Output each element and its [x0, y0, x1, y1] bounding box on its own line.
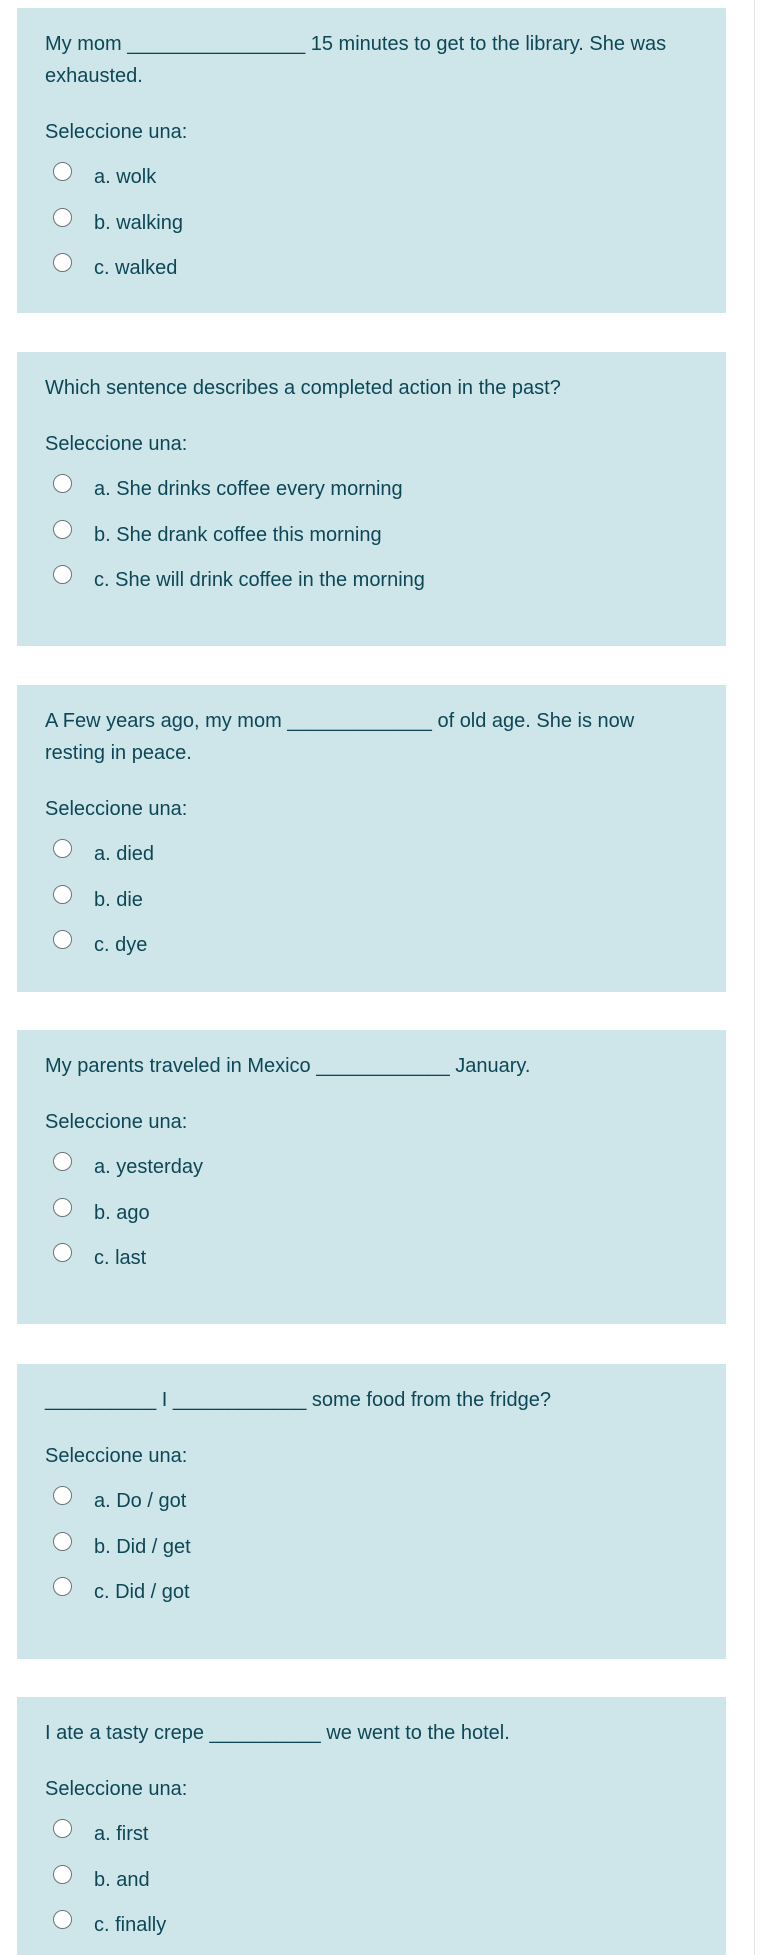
answer-option[interactable]	[45, 1901, 698, 1947]
select-one-prompt: Seleccione una:	[45, 1111, 188, 1133]
radio-button[interactable]	[53, 253, 72, 272]
question-text: Which sentence describes a completed action in the past?	[45, 377, 561, 399]
answer-label[interactable]: a. She drinks coffee every morning	[94, 478, 403, 501]
radio-button[interactable]	[53, 1198, 72, 1217]
question-card	[17, 685, 726, 992]
answer-option[interactable]	[45, 1189, 698, 1235]
answer-label[interactable]: b. walking	[94, 211, 183, 234]
answer-option[interactable]	[45, 921, 698, 967]
answer-label[interactable]: a. first	[94, 1823, 149, 1846]
radio-button[interactable]	[53, 1152, 72, 1171]
answer-option[interactable]	[45, 1856, 698, 1902]
question-card	[17, 352, 726, 646]
answer-option[interactable]	[45, 244, 698, 290]
answer-label[interactable]: c. finally	[94, 1914, 167, 1937]
answer-option[interactable]	[45, 1568, 698, 1614]
answer-option[interactable]	[45, 511, 698, 557]
question-text: I ate a tasty crepe __________ we went to the hotel.	[45, 1722, 510, 1744]
answer-label[interactable]: a. died	[94, 843, 155, 866]
answer-option[interactable]	[45, 1477, 698, 1523]
page-divider	[754, 0, 755, 1955]
question-text: __________ I ____________ some food from the fridge?	[45, 1389, 551, 1411]
radio-button[interactable]	[53, 885, 72, 904]
question-card	[17, 1030, 726, 1324]
answer-label[interactable]: c. walked	[94, 257, 178, 280]
answer-option[interactable]	[45, 1234, 698, 1280]
question-text: A Few years ago, my mom _____________ of old age. She is now resting in peace.	[45, 710, 635, 764]
answer-list	[45, 153, 698, 290]
radio-button[interactable]	[53, 474, 72, 493]
answer-option[interactable]	[45, 1810, 698, 1856]
answer-option[interactable]	[45, 556, 698, 602]
answer-list	[45, 1477, 698, 1614]
select-one-prompt: Seleccione una:	[45, 121, 188, 143]
answer-option[interactable]	[45, 830, 698, 876]
question-card	[17, 8, 726, 313]
radio-button[interactable]	[53, 1532, 72, 1551]
radio-button[interactable]	[53, 520, 72, 539]
radio-button[interactable]	[53, 1243, 72, 1262]
answer-label[interactable]: c. Did / got	[94, 1581, 190, 1604]
answer-option[interactable]	[45, 199, 698, 245]
answer-label[interactable]: b. and	[94, 1868, 150, 1891]
answer-label[interactable]: b. ago	[94, 1201, 150, 1224]
question-text: My parents traveled in Mexico ____________ January.	[45, 1055, 531, 1077]
answer-list	[45, 1143, 698, 1280]
radio-button[interactable]	[53, 839, 72, 858]
answer-label[interactable]: c. last	[94, 1247, 147, 1270]
answer-label[interactable]: b. die	[94, 888, 143, 911]
answer-label[interactable]: a. wolk	[94, 166, 157, 189]
answer-list	[45, 465, 698, 602]
select-one-prompt: Seleccione una:	[45, 798, 188, 820]
answer-list	[45, 1810, 698, 1947]
radio-button[interactable]	[53, 208, 72, 227]
answer-option[interactable]	[45, 876, 698, 922]
answer-label[interactable]: c. dye	[94, 934, 148, 957]
question-card	[17, 1697, 726, 1955]
radio-button[interactable]	[53, 1486, 72, 1505]
answer-option[interactable]	[45, 1143, 698, 1189]
select-one-prompt: Seleccione una:	[45, 1445, 188, 1467]
answer-label[interactable]: a. Do / got	[94, 1490, 187, 1513]
answer-option[interactable]	[45, 153, 698, 199]
question-text: My mom ________________ 15 minutes to get to the library. She was exhausted.	[45, 33, 667, 87]
radio-button[interactable]	[53, 565, 72, 584]
select-one-prompt: Seleccione una:	[45, 433, 188, 455]
answer-label[interactable]: b. Did / get	[94, 1535, 191, 1558]
radio-button[interactable]	[53, 1577, 72, 1596]
radio-button[interactable]	[53, 1819, 72, 1838]
radio-button[interactable]	[53, 1910, 72, 1929]
radio-button[interactable]	[53, 1865, 72, 1884]
radio-button[interactable]	[53, 162, 72, 181]
radio-button[interactable]	[53, 930, 72, 949]
answer-list	[45, 830, 698, 967]
answer-label[interactable]: b. She drank coffee this morning	[94, 523, 382, 546]
answer-label[interactable]: c. She will drink coffee in the morning	[94, 569, 425, 592]
answer-label[interactable]: a. yesterday	[94, 1156, 203, 1179]
answer-option[interactable]	[45, 1523, 698, 1569]
answer-option[interactable]	[45, 465, 698, 511]
select-one-prompt: Seleccione una:	[45, 1778, 188, 1800]
question-card	[17, 1364, 726, 1659]
